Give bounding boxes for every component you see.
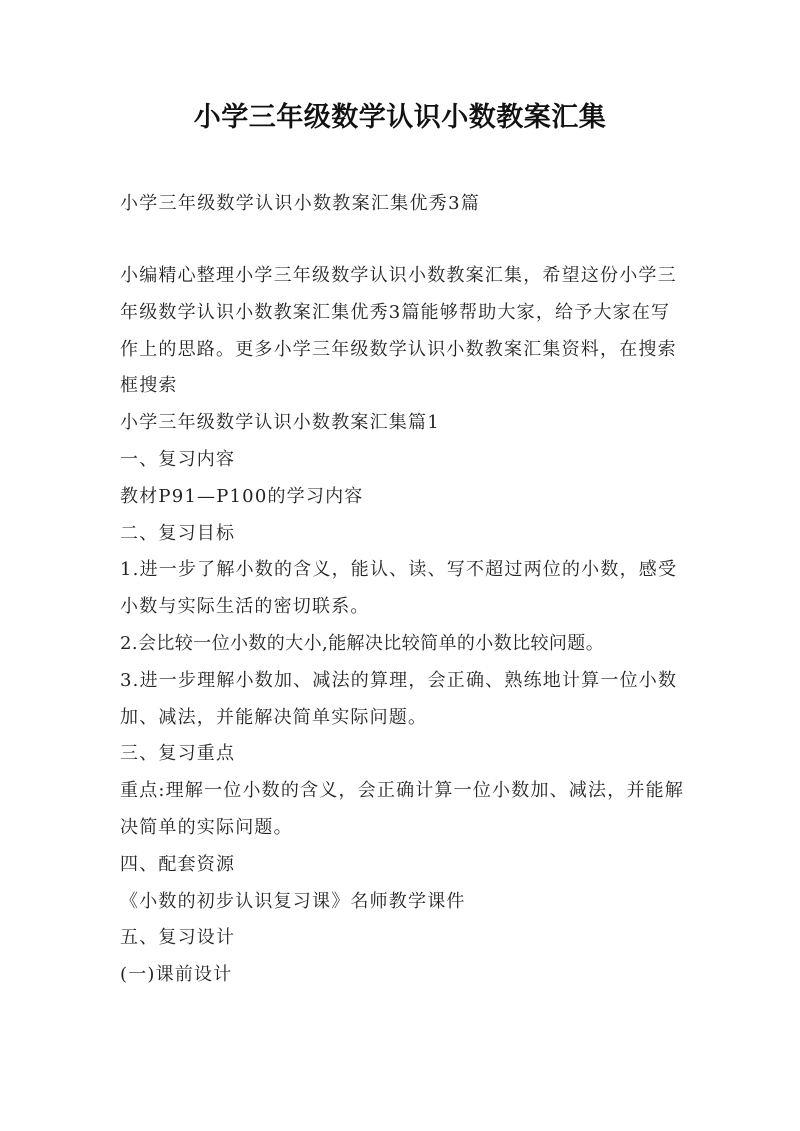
document-body [120,258,685,994]
body-paragraph: 教材P91—P100的学习内容 [120,485,364,507]
section-heading: 五、复习设计 [120,927,236,949]
body-paragraph: 1.进一步了解小数的含义，能认、读、写不超过两位的小数，感受小数与实际生活的密切联系。 [120,559,678,618]
section-heading: 四、配套资源 [120,853,236,875]
section-heading: (一)课前设计 [120,964,233,986]
document-subtitle: 小学三年级数学认识小数教案汇集优秀3篇 [120,193,481,214]
intro-paragraph: 小编精心整理小学三年级数学认识小数教案汇集，希望这份小学三年级数学认识小数教案汇集优秀3篇能够帮助大家，给予大家在写作上的思路。更多小学三年级数学认识小数教案汇集资料，在搜索框搜索 [120,265,677,397]
section-heading: 一、复习内容 [120,448,236,470]
section-heading: 二、复习目标 [120,522,236,544]
body-paragraph: 《小数的初步认识复习课》名师教学课件 [120,890,466,912]
body-paragraph: 3.进一步理解小数加、减法的算理，会正确、熟练地计算一位小数加、减法，并能解决简单实际问题。 [120,669,678,728]
section-heading: 小学三年级数学认识小数教案汇集篇1 [120,412,440,434]
body-paragraph: 2.会比较一位小数的大小,能解决比较简单的小数比较问题。 [120,632,605,654]
body-paragraph: 重点:理解一位小数的含义，会正确计算一位小数加、减法，并能解决简单的实际问题。 [120,780,685,838]
section-heading: 三、复习重点 [120,743,236,765]
document-title: 小学三年级数学认识小数教案汇集 [193,102,607,133]
